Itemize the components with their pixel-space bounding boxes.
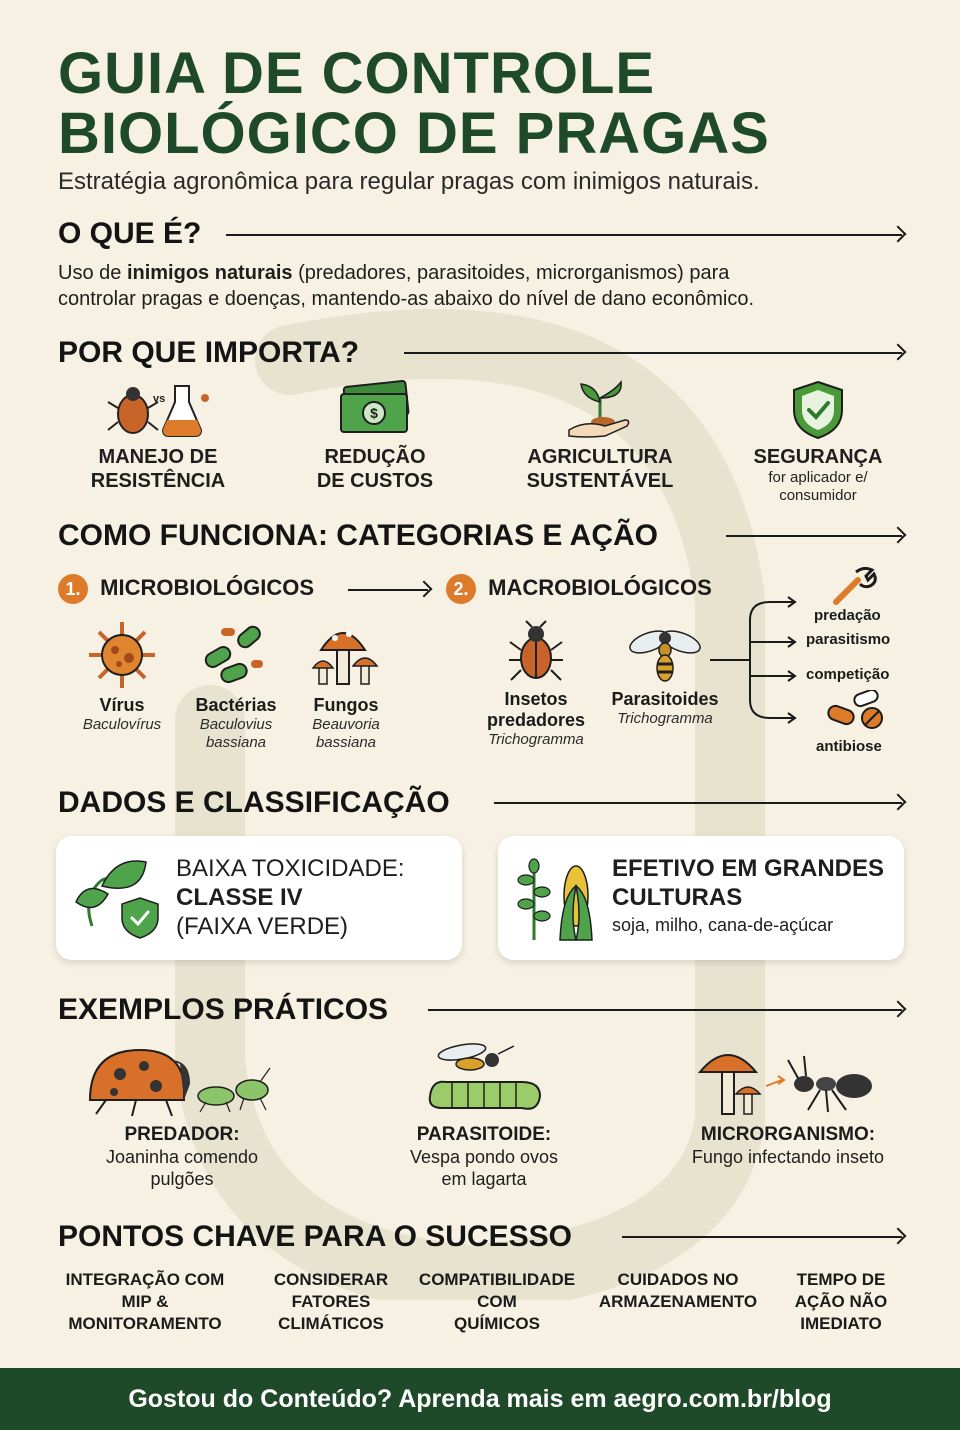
key-storage: CUIDADOS NO ARMAZENAMENTO — [598, 1270, 758, 1311]
what-heading: O QUE É? — [58, 217, 202, 250]
key-timing: TEMPO DE AÇÃO NÃO IMEDIATO — [794, 1270, 888, 1333]
page-title: GUIA DE CONTROLE BIOLÓGICO DE PRAGAS — [58, 41, 770, 166]
why-item-costs: $ REDUÇÃO DE CUSTOS — [292, 380, 458, 493]
pills-icon — [826, 690, 886, 730]
footer-banner[interactable]: Gostou do Conteúdo? Aprenda mais em aegro.com.br/blog — [0, 1368, 960, 1430]
organism-bacteria: Bactérias Baculovius bassiana — [186, 620, 286, 752]
money-icon — [335, 380, 415, 440]
category-micro: 1. MICROBIOLÓGICOS — [58, 574, 314, 604]
organism-parasitoids: Parasitoides Trichogramma — [600, 620, 730, 728]
toxicity-label: BAIXA TOXICIDADE: — [176, 855, 405, 882]
category-macro: 2. MACROBIOLÓGICOS — [446, 574, 712, 604]
action-parasitism: parasitismo — [806, 631, 891, 648]
mushroom-icon — [311, 620, 381, 690]
wrench-icon — [832, 566, 878, 606]
toxicity-class: CLASSE IV — [176, 884, 303, 911]
what-description: Uso de inimigos naturais (predadores, parasitoides, microrganismos) para controlar pragas e doenças, mantendo-as abaixo do nível de dano econômico. — [58, 262, 755, 310]
action-antibiosis: antibiose — [816, 738, 882, 755]
organism-predator-insects: Insetos predadores Trichogramma — [474, 620, 598, 749]
sprout-hand-icon — [565, 380, 635, 440]
crops-title-1: EFETIVO EM GRANDES — [612, 855, 885, 882]
key-compatibility: COMPATIBILIDADE COM QUÍMICOS — [418, 1270, 576, 1333]
beetle-icon — [506, 620, 566, 684]
crops-title-2: CULTURAS — [612, 884, 743, 911]
example-parasitoid: PARASITOIDE: Vespa pondo ovos em lagarta — [409, 1124, 559, 1189]
why-item-sustainable: AGRICULTURA SUSTENTÁVEL — [510, 380, 690, 493]
action-competition: competição — [806, 666, 890, 683]
fungus-ant-icon — [694, 1040, 884, 1120]
card-crops — [498, 836, 904, 960]
wasp-caterpillar-icon — [422, 1036, 548, 1116]
divider-arrow — [622, 1236, 902, 1238]
divider-arrow — [404, 352, 902, 354]
divider-arrow — [494, 802, 902, 804]
ladybug-icon — [80, 1040, 280, 1120]
divider-arrow — [428, 1009, 902, 1011]
bacteria-icon — [201, 620, 271, 690]
divider-arrow — [726, 535, 902, 537]
data-heading: DADOS E CLASSIFICAÇÃO — [58, 786, 450, 819]
organism-fungi: Fungos Beauvoria bassiana — [296, 620, 396, 752]
action-bracket — [710, 596, 806, 724]
category-arrow — [348, 589, 428, 591]
examples-heading: EXEMPLOS PRÁTICOS — [58, 993, 389, 1026]
example-microorganism: MICRORGANISMO: Fungo infectando inseto — [691, 1124, 885, 1167]
key-integration: INTEGRAÇÃO COM MIP & MONITORAMENTO — [65, 1270, 225, 1333]
shield-check-icon — [790, 380, 846, 440]
why-item-resistance: vs MANEJO DE RESISTÊNCIA — [70, 380, 246, 493]
svg-text:$: $ — [370, 405, 378, 421]
divider-arrow — [226, 234, 902, 236]
toxicity-band: (FAIXA VERDE) — [176, 913, 349, 940]
wasp-icon — [625, 620, 705, 684]
crops-list: soja, milho, cana-de-açúcar — [612, 915, 834, 935]
crops-icon — [510, 856, 602, 942]
example-predator: PREDADOR: Joaninha comendo pulgões — [105, 1124, 259, 1189]
svg-text:vs: vs — [153, 393, 166, 405]
how-heading: COMO FUNCIONA: CATEGORIAS E AÇÃO — [58, 519, 658, 552]
page-subtitle: Estratégia agronômica para regular pragas com inimigos naturais. — [58, 168, 760, 195]
why-item-safety: SEGURANÇA for aplicador e/ consumidor — [740, 380, 896, 505]
action-predation: predação — [814, 607, 881, 624]
organism-virus: Vírus Baculovírus — [72, 620, 172, 734]
bug-vs-flask-icon — [103, 380, 213, 440]
why-heading: POR QUE IMPORTA? — [58, 336, 360, 369]
card-toxicity — [56, 836, 462, 960]
leaf-shield-icon — [72, 856, 164, 942]
key-climate: CONSIDERAR FATORES CLIMÁTICOS — [273, 1270, 389, 1333]
virus-icon — [87, 620, 157, 690]
keys-heading: PONTOS CHAVE PARA O SUCESSO — [58, 1220, 572, 1253]
